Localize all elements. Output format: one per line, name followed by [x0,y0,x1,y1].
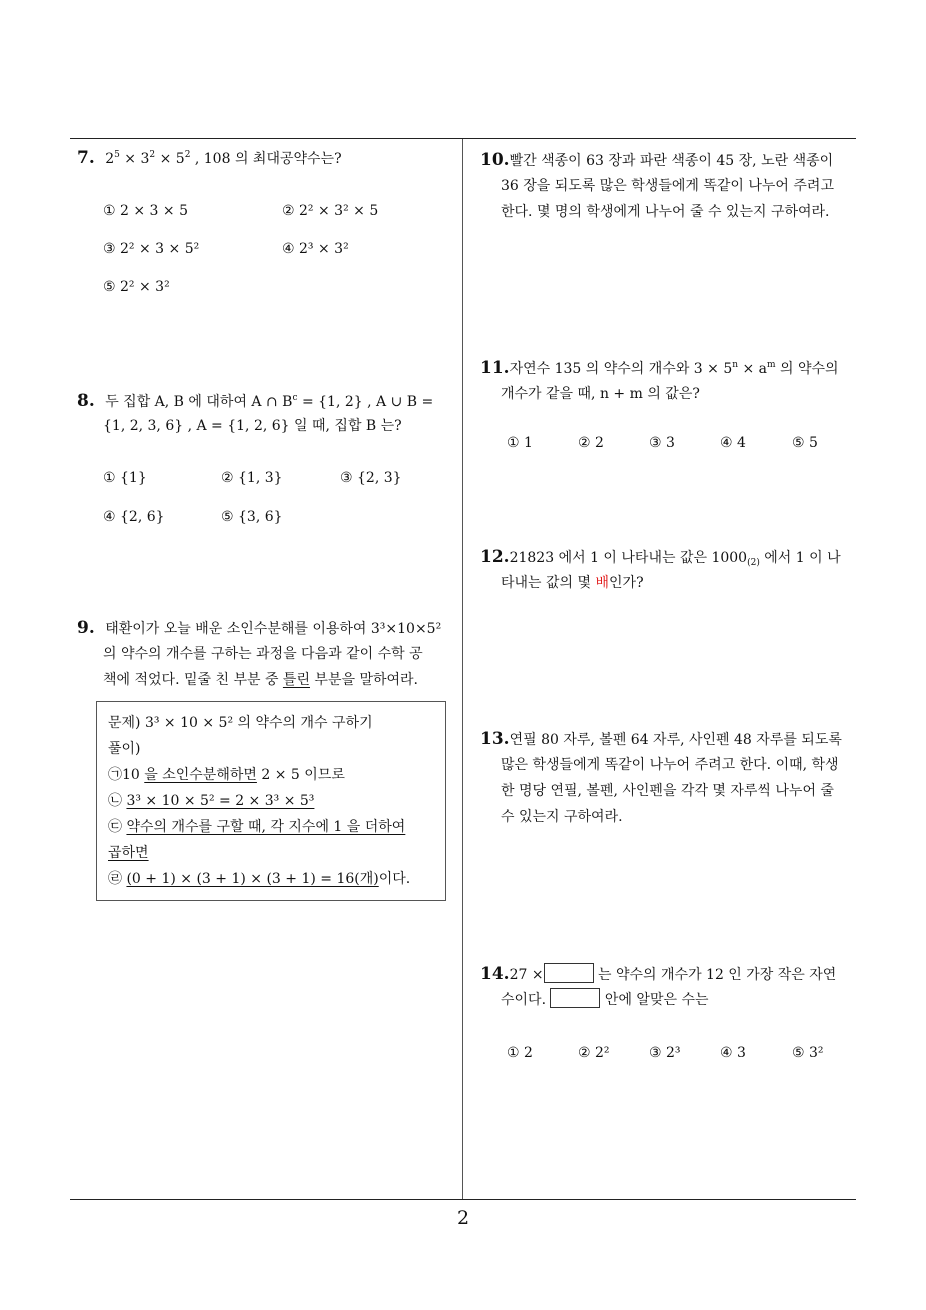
q14-choice-2[interactable]: ② 2² [578,1045,610,1061]
q14-choice-1[interactable]: ① 2 [507,1045,533,1061]
question-10-line-3: 한다. 몇 명의 학생에게 나누어 줄 수 있는지 구하여라. [501,204,830,220]
solution-problem-line: 문제) 3³ × 10 × 5² 의 약수의 개수 구하기 [108,715,373,731]
solution-step-a: ㉠10 을 소인수분해하면 2 × 5 이므로 [108,767,345,783]
question-13-line-1: 13.연필 80 자루, 볼펜 64 자루, 사인펜 48 자루를 되도록 [480,729,842,749]
q7-choice-2[interactable]: ② 2² × 3² × 5 [282,203,379,219]
question-10-line-1: 10.빨간 색종이 63 장과 파란 색종이 45 장, 노란 색종이 [480,150,834,170]
question-9-line-1: 9. 태환이가 오늘 배운 소인수분해를 이용하여 3³×10×5² [77,618,442,638]
q11-choice-4[interactable]: ④ 4 [720,435,746,451]
question-14-line-1: 14.27 × 는 약수의 개수가 12 인 가장 작은 자연 [480,964,837,984]
solution-label: 풀이) [108,741,141,757]
question-8-line-1: 8. 두 집합 A, B 에 대하여 A ∩ $B^c = \{1$, 2} , A ∪ B = [77,391,434,411]
question-10-line-2: 36 장을 되도록 많은 학생들에게 똑같이 나누어 주려고 [501,178,834,194]
question-10-number: 10. [480,150,510,170]
question-13-line-4: 수 있는지 구하여라. [501,809,623,825]
solution-step-c: ㉢ 약수의 개수를 구할 때, 각 지수에 1 을 더하여 [108,819,406,835]
question-14-line-2: 수이다. 안에 알맞은 수는 [501,987,709,1013]
question-11-line-1: 11.자연수 135 의 약수의 개수와 $3 \times 5^n \times a^m$ 의 약수의 [480,358,839,378]
question-13-line-3: 한 명당 연필, 볼펜, 사인펜을 각각 몇 자루씩 나누어 줄 [501,783,834,799]
question-12-number: 12. [480,547,510,567]
q7-choice-3[interactable]: ③ 2² × 3 × 5² [103,241,200,257]
question-8-line-2: {1, 2, 3, 6} , A = {1, 2, 6} 일 때, 집합 B 는? [103,418,402,434]
q8-choice-4[interactable]: ④ {2, 6} [103,509,165,525]
highlight-word: 배 [595,575,610,591]
q11-choice-2[interactable]: ② 2 [578,435,604,451]
question-7-stem-text: , 108 의 최대공약수는? [194,151,342,167]
question-11-number: 11. [480,358,510,378]
question-13-number: 13. [480,729,510,749]
q8-choice-1[interactable]: ① {1} [103,470,147,486]
q8-choice-3[interactable]: ③ {2, 3} [340,470,402,486]
q8-choice-5[interactable]: ⑤ {3, 6} [221,509,283,525]
q11-choice-5[interactable]: ⑤ 5 [792,435,818,451]
q7-choice-4[interactable]: ④ 2³ × 3² [282,241,349,257]
solution-step-b: ㉡ 3³ × 10 × 5² = 2 × 3³ × 5³ [108,793,315,809]
q14-choice-5[interactable]: ⑤ 3² [792,1045,824,1061]
question-9-line-3: 책에 적었다. 밑줄 친 부분 중 틀린 부분을 말하여라. [103,672,419,688]
answer-blank-box[interactable] [544,963,594,983]
answer-blank-box-2[interactable] [550,988,600,1008]
question-8-number: 8. [77,391,95,411]
question-9-line-2: 의 약수의 개수를 구하는 과정을 다음과 같이 수학 공 [103,646,423,662]
question-13-line-2: 많은 학생들에게 똑같이 나누어 주려고 한다. 이때, 학생 [501,757,839,773]
q11-choice-1[interactable]: ① 1 [507,435,533,451]
question-7-number: 7. [77,148,95,168]
solution-step-d: ㉣ (0 + 1) × (3 + 1) × (3 + 1) = 16(개)이다. [108,871,411,887]
top-rule [70,138,856,139]
question-14-number: 14. [480,964,510,984]
question-7-stem: 7. $2^5 \times 3^2 \times 5^2$ , 108 의 최대공약수는? [77,148,342,168]
q8-choice-2[interactable]: ② {1, 3} [221,470,283,486]
page-number: 2 [456,1207,470,1229]
q7-choice-5[interactable]: ⑤ 2² × 3² [103,279,170,295]
question-12-line-1: 12.21823 에서 1 이 나타내는 값은 $1000_{(2)}$ 에서 1 이 나 [480,547,841,568]
question-9-number: 9. [77,618,95,638]
q14-choice-3[interactable]: ③ 2³ [649,1045,681,1061]
q7-choice-1[interactable]: ① 2 × 3 × 5 [103,203,188,219]
solution-step-c-cont: 곱하면 [108,845,149,861]
bottom-rule [70,1199,856,1200]
q11-choice-3[interactable]: ③ 3 [649,435,675,451]
question-12-line-2: 타내는 값의 몇 배인가? [501,575,644,591]
question-11-line-2: 개수가 같을 때, n + m 의 값은? [501,386,700,402]
column-divider [462,139,463,1200]
q14-choice-4[interactable]: ④ 3 [720,1045,746,1061]
